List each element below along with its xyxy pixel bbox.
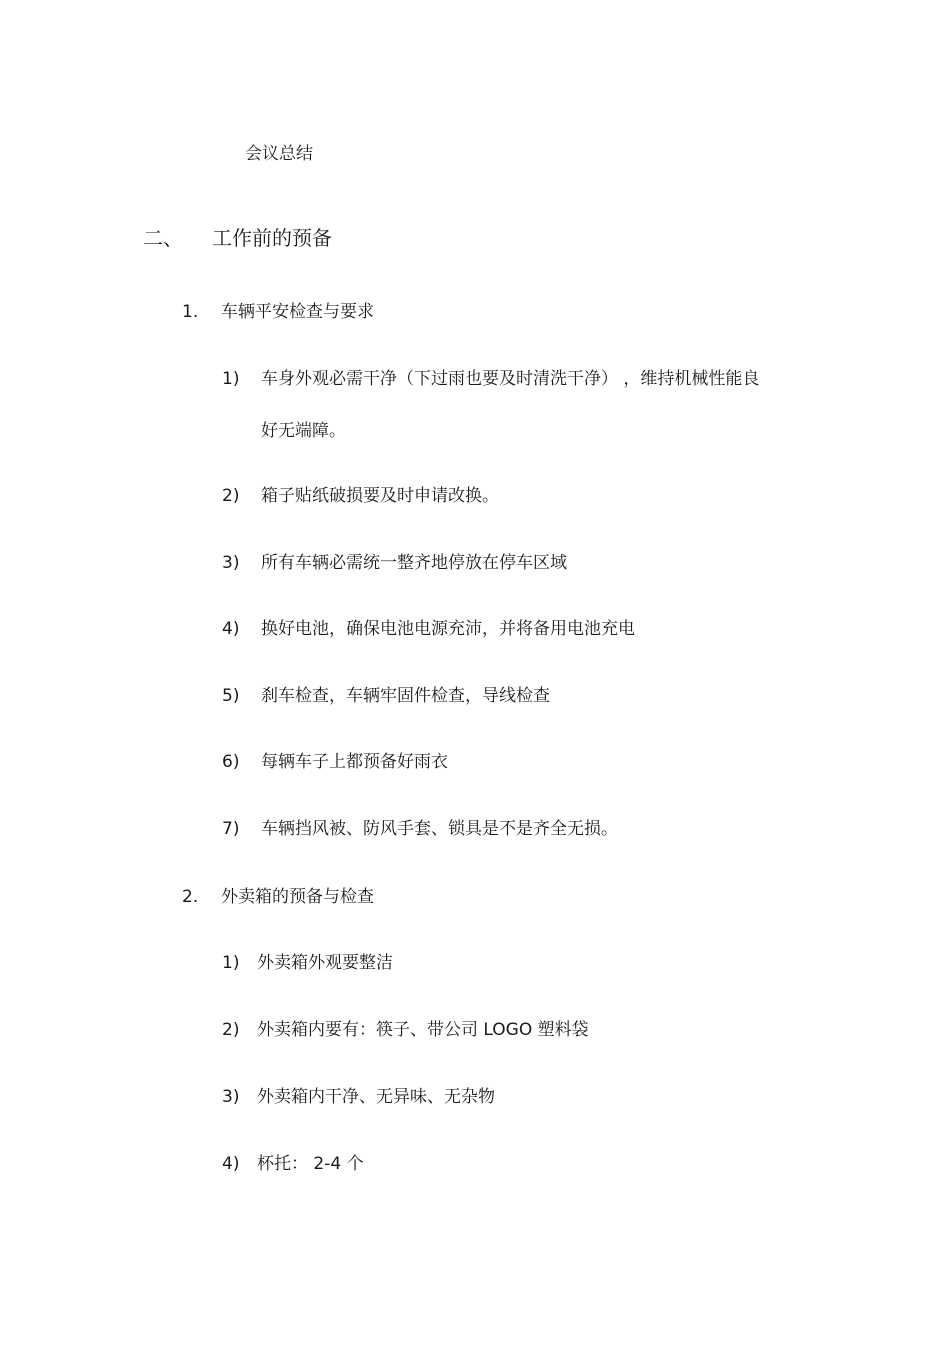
- list-item-number: 2): [222, 1020, 240, 1040]
- list-item-number: 6): [222, 752, 240, 772]
- list-item-text: 外卖箱内干净、无异味、无杂物: [257, 1087, 495, 1107]
- document-title: 会议总结: [245, 144, 313, 164]
- list-item-text: 箱子贴纸破损要及时申请改换。: [261, 486, 499, 506]
- list-item-number: 1): [222, 953, 240, 973]
- subsection-2-number: 2.: [182, 887, 199, 907]
- list-item-text-continuation: 好无端障。: [261, 421, 346, 441]
- list-item-text: 车辆挡风被、防风手套、锁具是不是齐全无损。: [261, 819, 618, 839]
- list-item-number: 7): [222, 819, 240, 839]
- subsection-2-title: 外卖箱的预备与检查: [221, 887, 374, 907]
- list-item-number: 2): [222, 486, 240, 506]
- list-item-number: 3): [222, 553, 240, 573]
- list-item-text: 外卖箱内要有：筷子、带公司 LOGO 塑料袋: [257, 1020, 589, 1040]
- list-item-text: 杯托： 2-4 个: [257, 1154, 364, 1174]
- list-item-text: 刹车检查，车辆牢固件检查，导线检查: [261, 686, 550, 706]
- list-item-number: 3): [222, 1087, 240, 1107]
- list-item-text: 外卖箱外观要整洁: [257, 953, 393, 973]
- subsection-1-title: 车辆平安检查与要求: [221, 302, 374, 322]
- list-item-text: 车身外观必需干净（下过雨也要及时清洗干净） ，维持机械性能良: [261, 369, 760, 389]
- list-item-number: 5): [222, 686, 240, 706]
- list-item-number: 4): [222, 619, 240, 639]
- list-item-text: 换好电池，确保电池电源充沛，并将备用电池充电: [261, 619, 635, 639]
- section-title: 工作前的预备: [212, 226, 332, 250]
- section-number: 二、: [143, 226, 183, 250]
- list-item-text: 每辆车子上都预备好雨衣: [261, 752, 448, 772]
- subsection-1-number: 1.: [182, 302, 199, 322]
- list-item-number: 1): [222, 369, 240, 389]
- list-item-text: 所有车辆必需统一整齐地停放在停车区域: [261, 553, 567, 573]
- list-item-number: 4): [222, 1154, 240, 1174]
